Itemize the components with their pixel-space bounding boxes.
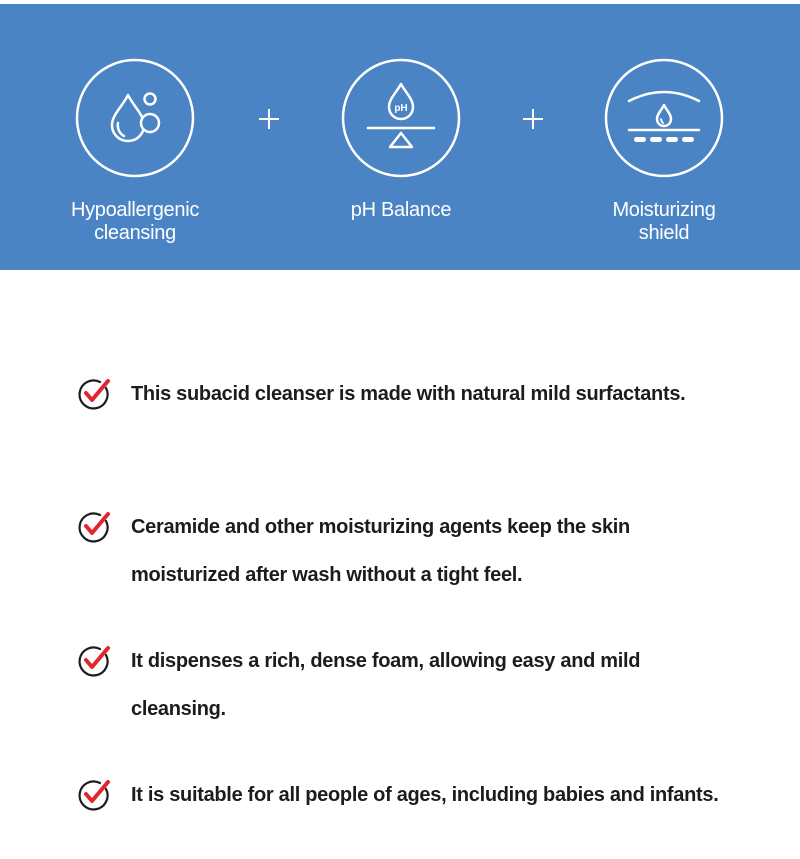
feature-label-hypoallergenic: Hypoallergenic cleansing [70,199,200,244]
plus-sign [518,104,548,134]
benefit-text: This subacid cleanser is made with natural mild surfactants. [131,383,686,405]
red-check-icon [76,376,112,412]
plus-sign [254,104,284,134]
benefit-text: It dispenses a rich, dense foam, allowing easy and mild cleansing. [131,650,641,720]
red-check-icon [76,777,112,813]
benefit-text: Ceramide and other moisturizing agents keep the skin moisturized after wash without a tight feel. [131,516,630,586]
red-check-icon [76,509,112,545]
moisture-shield-icon [603,57,725,179]
water-drops-icon [74,57,196,179]
ph-label: pH [394,103,408,114]
benefit-text: It is suitable for all people of ages, including babies and infants. [131,784,719,806]
feature-label-ph-balance: pH Balance [350,199,452,221]
red-check-icon [76,643,112,679]
ph-balance-icon [340,57,462,179]
feature-label-moisturizing: Moisturizing shield [612,199,716,244]
